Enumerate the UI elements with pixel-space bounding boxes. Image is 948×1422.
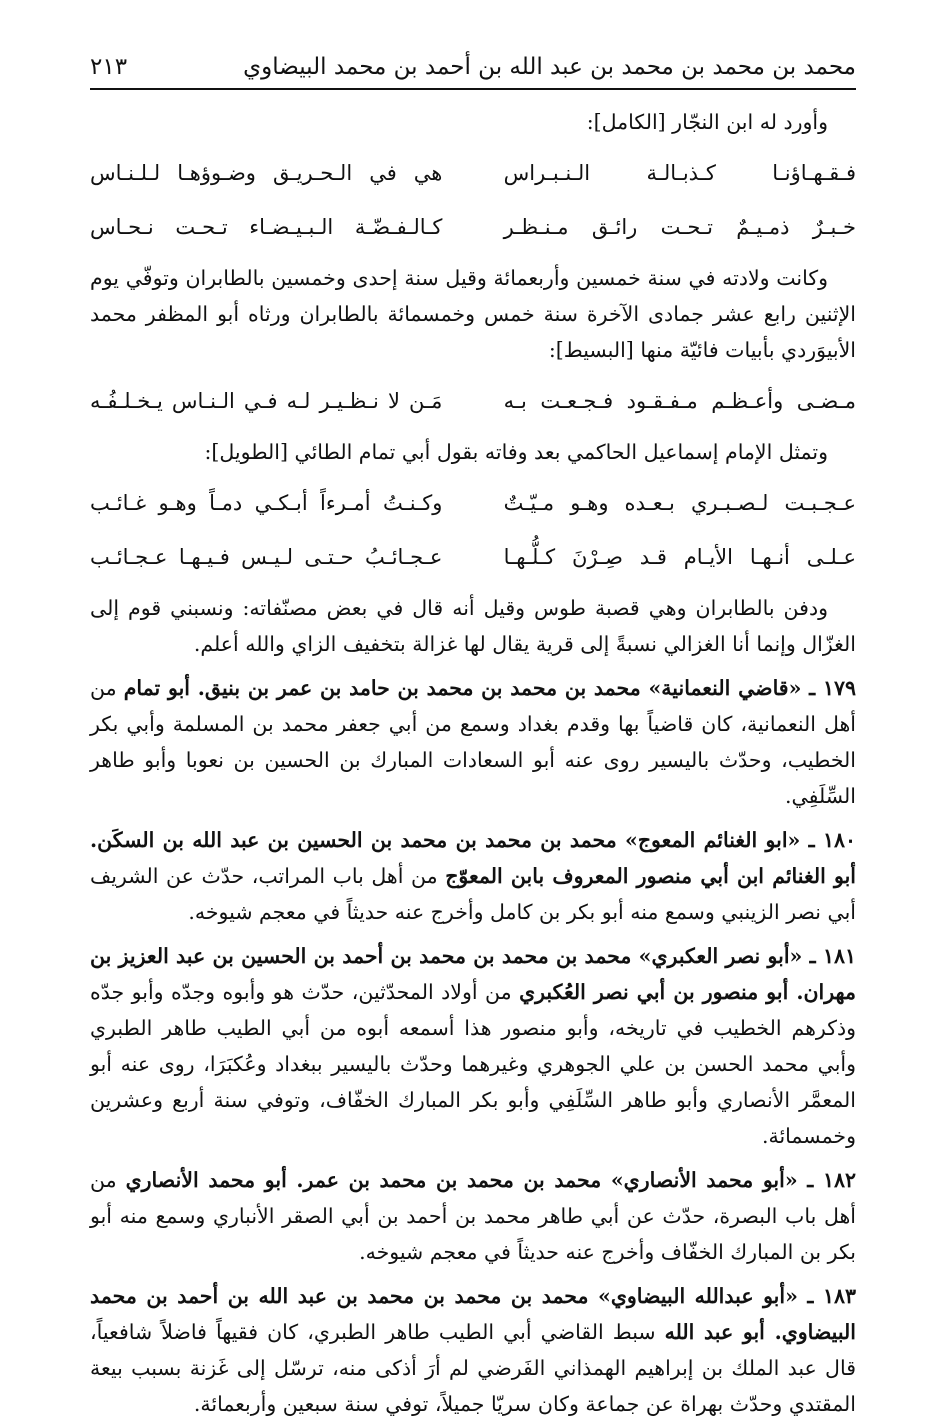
verse-second-hemistich: وكـنـتُ أمـرءاً أبـكـي دمـاً وهـو غـائـب	[90, 491, 443, 515]
verse-second-hemistich: عـجـائـبُ حـتـى لـيـس فـيـهـا عـجـائـب	[90, 545, 443, 569]
entry-text: من أهل باب المراتب، حدّث عن الشريف أبي نصر الزينبي وسمع منه أبو بكر بن كامل وأخرج عنه حديثاً في معجم شيوخه.	[90, 864, 856, 924]
page-number: ٢١٣	[90, 54, 128, 81]
page-body	[90, 104, 856, 1422]
entry-heading: ١٨٣ ـ «أبو عبدالله البيضاوي» محمد بن محمد بن محمد بن عبد الله بن أحمد بن محمد البيضاوي. أبو عبد الله	[90, 1284, 856, 1344]
paragraph: ودفن بالطابران وهي قصبة طوس وقيل أنه قال في بعض مصنّفاته: ونسبني قوم إلى الغزّال وإنما أنا الغزالي نسبةً إلى قرية يقال لها غزالة بتخفيف الزاي والله أعلم.	[90, 596, 856, 656]
verse-line	[90, 374, 856, 428]
verse-first-hemistich: عـجـبـت لـصـبـري بـعـده وهـو مـيّـتٌ	[503, 491, 856, 515]
verse-line	[90, 476, 856, 530]
verse-line	[90, 200, 856, 254]
verse-first-hemistich: مـضـى وأعـظـم مـفـقـود فـجـعـت بـه	[503, 389, 856, 413]
verse-first-hemistich: خـبـرٌ ذمـيـمٌ تـحـت رائـق مـنـظـر	[503, 215, 856, 239]
entry-heading: ١٨١ ـ «أبو نصر العكبري» محمد بن محمد بن محمد بن أحمد بن الحسين بن عبد العزيز بن مهران. أبو منصور بن أبي نصر العُكبري	[90, 944, 856, 1004]
entry-text: من أولاد المحدّثين، حدّث هو وأبوه وجدّه وأبو جدّه وذكرهم الخطيب في تاريخه، وأبو منصور هذا أسمعه أبوه من أبي الطيب طاهر الطبري وأبي محمد الحسن بن علي الجوهري وغيرهما وحدّث باليسير ببغداد وعُكبَرَا، روى عنه أبو المعمَّر الأنصاري وأبو طاهر السِّلَفِي وأبو بكر المبارك الخفّاف، وتوفي سنة أربع وعشرين وخمسمائة.	[90, 980, 856, 1148]
biography-entry	[90, 822, 856, 930]
verse-second-hemistich: هي في الـحـريـق وضـوؤهـا لـلـنـاس	[90, 161, 443, 185]
verse-first-hemistich: عـلـى أنـهـا الأيـام قـد صِـرْنَ كـلُّـهـا	[503, 545, 856, 569]
verse-second-hemistich: مَـن لا نـظـيـر لـه فـي الـنـاس يـخـلـفُـه	[90, 389, 443, 413]
entry-text: من أهل النعمانية، كان قاضياً بها وقدم بغداد وسمع من أبي جعفر محمد بن المسلمة وأبي بكر الخطيب، وحدّث باليسير روى عنه أبو السعادات المبارك بن الحسين بن نعوبا وأبو طاهر السِّلَفِي.	[90, 676, 856, 808]
verse-line	[90, 146, 856, 200]
entry-heading: ١٧٩ ـ «قاضي النعمانية» محمد بن محمد بن محمد بن حامد بن عمر بن بنيق. أبو تمام	[123, 676, 856, 700]
biography-entry	[90, 670, 856, 814]
intro-line: وأورد له ابن النجّار [الكامل]:	[586, 110, 828, 134]
verse-line	[90, 530, 856, 584]
entry-heading: ١٨٠ ـ «ابو الغنائم المعوج» محمد بن محمد بن محمد بن الحسين بن عبد الله بن السكَن. أبو الغنائم ابن أبي منصور المعروف بابن المعوّج	[90, 828, 856, 888]
poem-kamil	[90, 146, 856, 254]
verse-second-hemistich: كـالـفـضّـة الـبـيـضـاء تـحـت نـحـاس	[90, 215, 443, 239]
entry-text: سبط القاضي أبي الطيب طاهر الطبري، كان فقيهاً فاضلاً شافعياً، قال عبد الملك بن إبراهيم الهمذاني الفَرضي لم أرَ أذكى منه، ترسّل إلى غَزنة بسبب بيعة المقتدي وحدّث بهراة عن جماعة وكان سريّا جميلاً، توفي سنة سبعين وأربعمائة.	[90, 1320, 856, 1416]
poem-tawil	[90, 476, 856, 584]
running-title: محمد بن محمد بن محمد بن عبد الله بن أحمد بن محمد البيضاوي	[243, 54, 856, 81]
poem-basit	[90, 374, 856, 428]
biography-entry	[90, 938, 856, 1154]
biography-entry	[90, 1162, 856, 1270]
running-header	[90, 42, 856, 90]
entry-heading: ١٨٢ ـ «أبو محمد الأنصاري» محمد بن محمد بن محمد بن عمر. أبو محمد الأنصاري	[125, 1168, 856, 1192]
biography-entry	[90, 1278, 856, 1422]
verse-first-hemistich: فـقـهـاؤنـا كـذبـالـة الـنـبـراس	[503, 161, 856, 185]
paragraph: وكانت ولادته في سنة خمسين وأربعمائة وقيل سنة إحدى وخمسين بالطابران وتوفّي يوم الإثنين رابع عشر جمادى الآخرة سنة خمس وخمسمائة بالطابران ورثاه أبو المظفر محمد الأبيوَردي بأبيات فائيّة منها [البسيط]:	[90, 266, 856, 362]
paragraph: وتمثل الإمام إسماعيل الحاكمي بعد وفاته بقول أبي تمام الطائي [الطويل]:	[204, 440, 828, 464]
entry-text: من أهل باب البصرة، حدّث عن أبي طاهر محمد بن أحمد بن أبي الصقر الأنباري وسمع منه أبو بكر بن المبارك الخفّاف وأخرج عنه حديثاً في معجم شيوخه.	[90, 1168, 856, 1264]
